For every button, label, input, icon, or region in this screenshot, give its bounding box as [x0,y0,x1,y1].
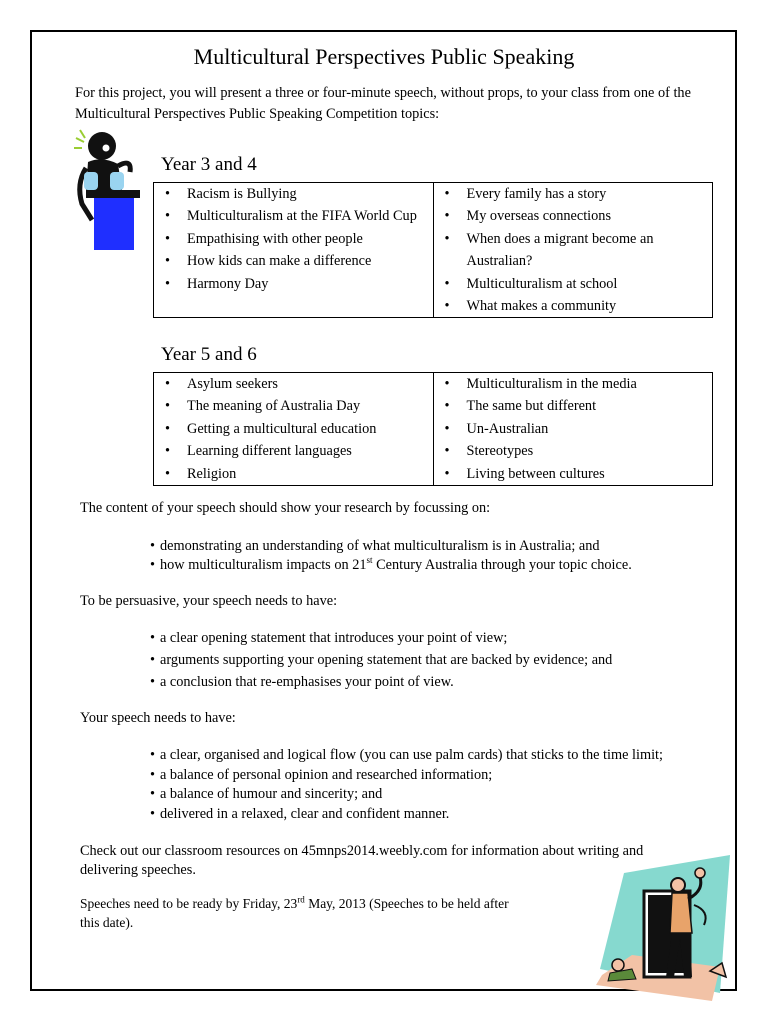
year34-right-column [433,183,713,318]
content-lead: The content of your speech should show your research by focussing on: [80,500,491,516]
topic-item: • Un-Australian [434,418,713,440]
content-item: • demonstrating an understanding of what multiculturalism is in Australia; and [150,537,632,556]
topic-item: • Living between cultures [434,463,713,485]
topic-item: • Every family has a story [434,183,713,205]
persuasive-item: • a conclusion that re-emphasises your point of view. [150,671,612,693]
needs-list [150,746,663,824]
needs-item: • delivered in a relaxed, clear and confident manner. [150,805,663,825]
topic-item: • Religion [154,463,433,485]
needs-item: • a balance of personal opinion and researched information; [150,766,663,786]
podium [94,198,134,250]
presenter-at-door-icon [592,855,732,1003]
topic-item: • Getting a multicultural education [154,418,433,440]
year56-heading: Year 5 and 6 [161,344,257,365]
topic-item: • Harmony Day [154,273,433,295]
microphone-right [110,172,124,190]
needs-item: • a balance of humour and sincerity; and [150,785,663,805]
speaker-at-podium-icon [72,128,152,253]
intro-paragraph: For this project, you will present a three or four-minute speech, without props, to your class from one of the Multicultural Perspectives Public Speaking Competition topics: [75,85,691,122]
year34-topics-table [153,182,713,318]
topic-item: • The same but different [434,395,713,417]
topic-item: • Multiculturalism at the FIFA World Cup [154,205,433,227]
year34-left-column [154,183,434,318]
persuasive-list [150,627,612,693]
deadline-paragraph: Speeches need to be ready by Friday, 23rd May, 2013 (Speeches to be held after this date). [80,894,509,930]
content-item: • how multiculturalism impacts on 21st Century Australia through your topic choice. [150,556,632,575]
topic-item: • Empathising with other people [154,228,433,250]
topic-item: • Racism is Bullying [154,183,433,205]
topic-item: • Multiculturalism at school [434,273,713,295]
resources-paragraph: Check out our classroom resources on 45mnps2014.weebly.com for information about writing and delivering speeches. [80,843,644,878]
topic-item: • What makes a community [434,295,713,317]
content-list [150,537,632,575]
year56-left-column [154,373,434,486]
persuasive-item: • a clear opening statement that introduces your point of view; [150,627,612,649]
needs-lead: Your speech needs to have: [80,710,236,726]
topic-item: • The meaning of Australia Day [154,395,433,417]
persuasive-item: • arguments supporting your opening statement that are backed by evidence; and [150,649,612,671]
microphone-left [84,172,98,190]
topic-item: • When does a migrant become an Australian? [434,228,713,273]
topic-item: • Asylum seekers [154,373,433,395]
year56-right-column [433,373,713,486]
topic-item: • My overseas connections [434,205,713,227]
page-title: Multicultural Perspectives Public Speaking [193,44,575,69]
topic-item: • Stereotypes [434,440,713,462]
topic-item: • Learning different languages [154,440,433,462]
topic-item: • Multiculturalism in the media [434,373,713,395]
year34-heading: Year 3 and 4 [161,154,257,175]
persuasive-lead: To be persuasive, your speech needs to have: [80,593,338,609]
needs-item: • a clear, organised and logical flow (you can use palm cards) that sticks to the time limit; [150,746,663,766]
year56-topics-table [153,372,713,486]
topic-item: • How kids can make a difference [154,250,433,272]
